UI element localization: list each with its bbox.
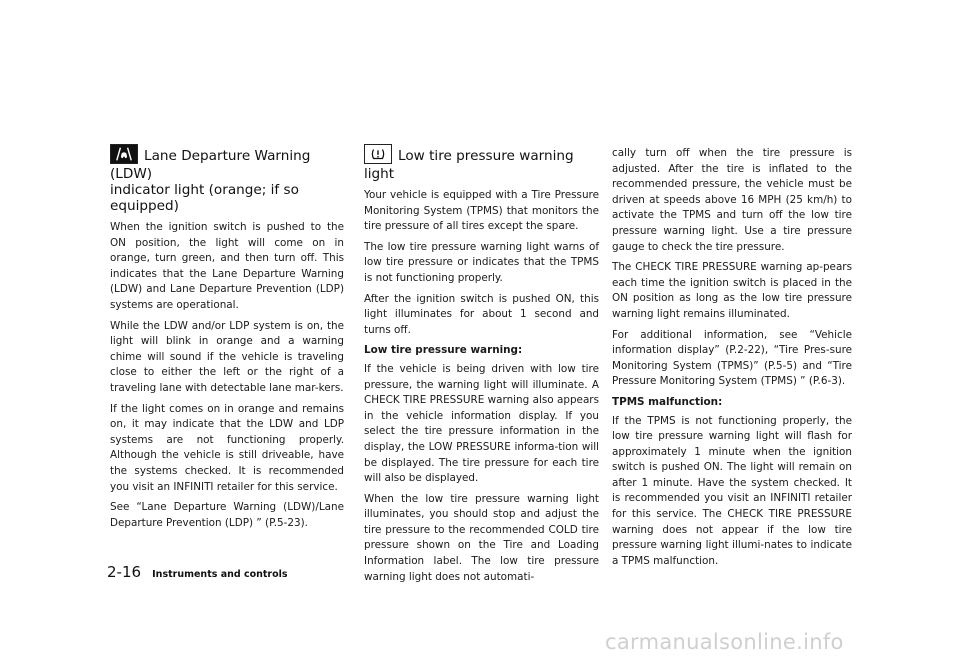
column-3 xyxy=(612,146,852,574)
ldw-heading-line-1: Lane Departure Warning (LDW) xyxy=(110,148,311,182)
tire-paragraph: When the low tire pressure warning light illuminates, you should stop and adjust the tire pressure to the recommended COLD tire pressure shown on the Tire and Loading Information label. The low tire pressure warning light does not automati- xyxy=(364,492,599,583)
tire-paragraph: The low tire pressure warning light warns of low tire pressure or indicates that the TPMS is not functioning properly. xyxy=(364,240,599,284)
low-tire-warning-subheading: Low tire pressure warning: xyxy=(364,344,523,357)
tpms-paragraph: For additional information, see “Vehicle information display” (P.2-22), “Tire Pres-sure Monitoring System (TPMS)” (P.5-5) and “Tire Pressure Monitoring System (TPMS) ” (P.6-3). xyxy=(612,328,852,388)
tpms-malfunction-subheading: TPMS malfunction: xyxy=(612,395,723,408)
ldw-heading xyxy=(110,146,344,214)
ldw-heading-line-2: indicator light (orange; if so xyxy=(110,182,299,198)
lane-departure-icon xyxy=(110,144,138,164)
column-1 xyxy=(110,146,344,536)
ldw-paragraph: See “Lane Departure Warning (LDW)/Lane Departure Prevention (LDP) ” (P.5-23). xyxy=(110,501,344,529)
tpms-paragraph: cally turn off when the tire pressure is adjusted. After the tire is inflated to the recommended pressure, the vehicle must be driven at speeds above 16 MPH (25 km/h) to activate the TPMS and turn off the low tire pressure warning light. Use a tire pressure gauge to check the tire pressure. xyxy=(612,147,852,253)
page-number: 2-16 xyxy=(107,563,142,581)
ldw-paragraph: If the light comes on in orange and remains on, it may indicate that the LDW and LDP systems are not functioning properly. Although the vehicle is still driveable, have the systems checked. It is recommended you visit an INFINITI retailer for this service. xyxy=(110,402,344,493)
ldw-heading-line-3: equipped) xyxy=(110,198,179,214)
tire-pressure-warning-icon xyxy=(364,144,392,164)
tire-paragraph: Your vehicle is equipped with a Tire Pressure Monitoring System (TPMS) that monitors the tire pressure of all tires except the spare. xyxy=(364,189,599,233)
tpms-paragraph: The CHECK TIRE PRESSURE warning ap-pears each time the ignition switch is placed in the ON position as long as the low tire pressure warning light remains illuminated. xyxy=(612,261,852,320)
tpms-paragraph: If the TPMS is not functioning properly, the low tire pressure warning light will flash for approximately 1 minute when the ignition switch is pushed ON. The light will remain on after 1 minute. Have the system checked. It is recommended you visit an INFINITI retailer for this service. The CHECK TIRE PRESSURE warning does not appear if the low tire pressure warning light illumi-nates to indicate a TPMS malfunction. xyxy=(612,414,852,567)
column-2 xyxy=(364,146,599,590)
ldw-paragraph: While the LDW and/or LDP system is on, the light will blink in orange and a warning chime will sound if the vehicle is traveling close to either the left or the right of a traveling lane with detectable lane mar-kers. xyxy=(110,319,344,394)
tire-paragraph: After the ignition switch is pushed ON, this light illuminates for about 1 second and turns off. xyxy=(364,292,599,336)
watermark: carmanualsonline.info xyxy=(605,630,844,654)
tire-pressure-heading-line-1: Low tire pressure warning xyxy=(398,148,574,164)
tire-paragraph: If the vehicle is being driven with low tire pressure, the warning light will illuminate. A CHECK TIRE PRESSURE warning also appears in the vehicle information display. If you select the tire pressure information in the display, the LOW PRESSURE informa-tion will be displayed. The tire pressure for each tire will also be displayed. xyxy=(364,362,599,485)
page-footer xyxy=(107,562,288,581)
ldw-paragraph: When the ignition switch is pushed to the ON position, the light will come on in orange, turn green, and then turn off. This indicates that the Lane Departure Warning (LDW) and Lane Departure Prevention (LDP) systems are operational. xyxy=(110,221,344,311)
tire-pressure-heading xyxy=(364,146,599,182)
section-title: Instruments and controls xyxy=(152,569,288,580)
tire-pressure-heading-line-2: light xyxy=(364,166,395,182)
